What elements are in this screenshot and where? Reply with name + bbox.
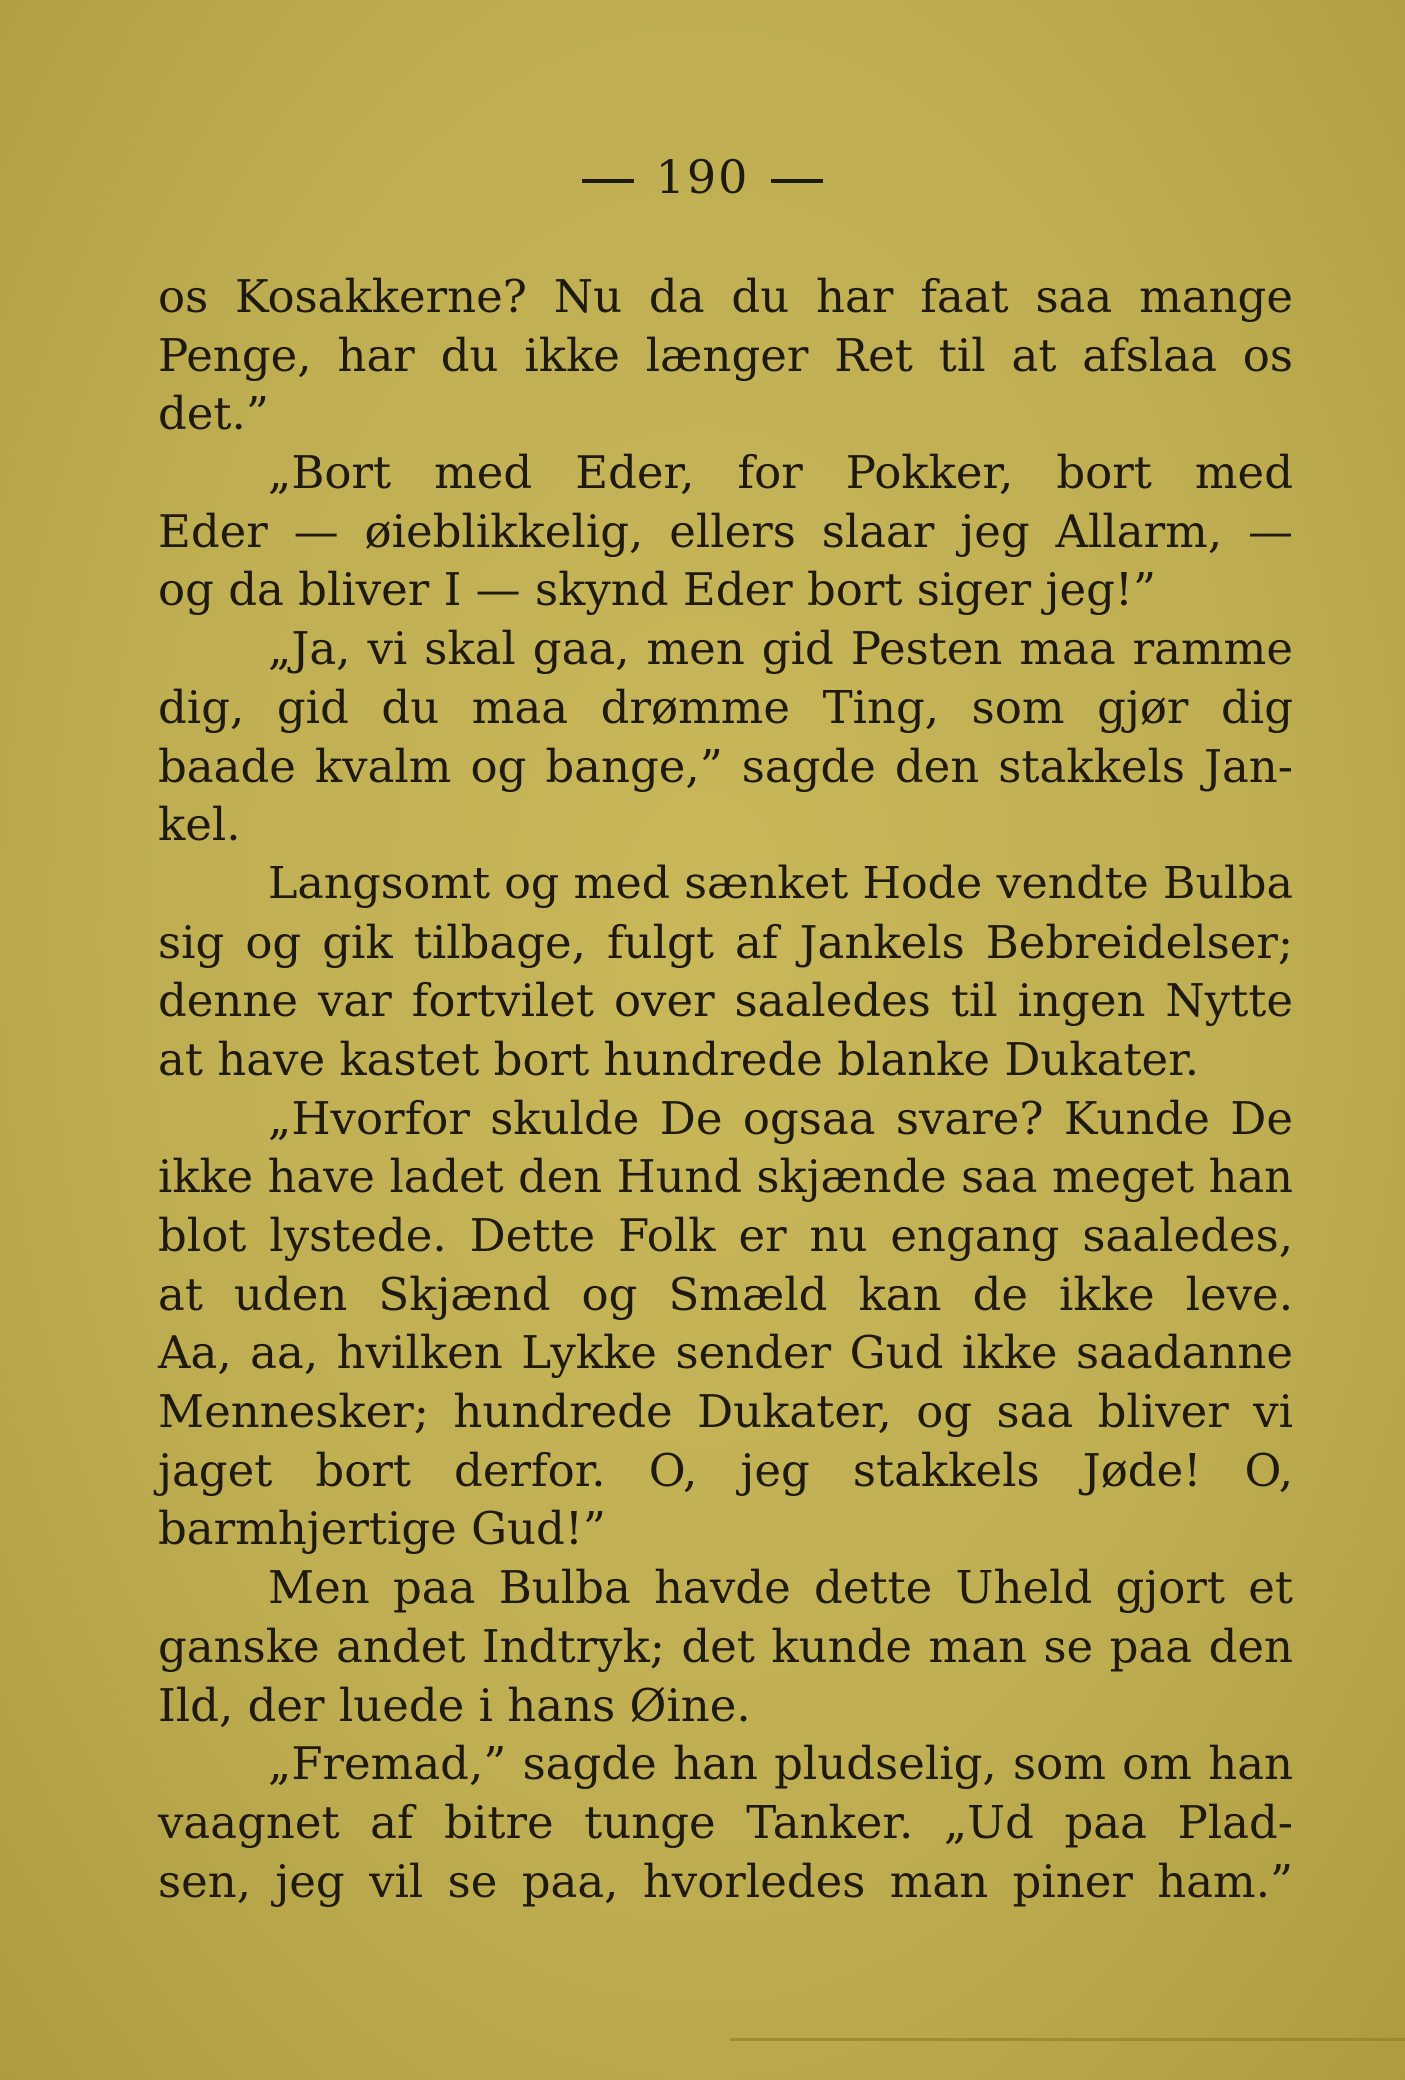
text-line: og da bliver I — skynd Eder bort siger jeg!” <box>158 563 1156 617</box>
text-line: Men paa Bulba havde dette Uheld gjort et <box>268 1561 1293 1615</box>
text-line: Penge, har du ikke længer Ret til at afslaa os <box>158 328 1293 382</box>
text-line: denne var fortvilet over saaledes til ingen Nytte <box>158 974 1293 1028</box>
page-number-dash-left <box>582 179 634 183</box>
text-line: vaagnet af bitre tunge Tanker. „Ud paa Plad- <box>158 1795 1293 1849</box>
text-line: at uden Skjænd og Smæld kan de ikke leve. <box>158 1267 1293 1321</box>
page-edge-line <box>730 2038 1405 2041</box>
text-line: „Fremad,” sagde han pludselig, som om han <box>268 1737 1293 1791</box>
text-line: at have kastet bort hundrede blanke Dukater. <box>158 1032 1200 1086</box>
body-text <box>158 268 1293 1911</box>
text-line: jaget bort derfor. O, jeg stakkels Jøde! O, <box>158 1443 1293 1497</box>
text-line: Ild, der luede i hans Øine. <box>158 1678 751 1732</box>
text-line: os Kosakkerne? Nu da du har faat saa mange <box>158 270 1293 323</box>
text-line: sen, jeg vil se paa, hvorledes man piner ham.” <box>158 1854 1293 1908</box>
page-number-dash-right <box>771 179 823 183</box>
text-line: barmhjertige Gud!” <box>158 1502 606 1556</box>
text-line: Aa, aa, hvilken Lykke sender Gud ikke saadanne <box>158 1326 1293 1380</box>
text-line: dig, gid du maa drømme Ting, som gjør dig <box>158 680 1293 734</box>
text-line: ikke have ladet den Hund skjænde saa meget han <box>158 1150 1293 1204</box>
text-line: „Bort med Eder, for Pokker, bort med <box>268 446 1293 500</box>
text-line: Mennesker; hundrede Dukater, og saa bliver vi <box>158 1385 1293 1439</box>
text-line: kel. <box>158 798 241 852</box>
text-line: „Ja, vi skal gaa, men gid Pesten maa ramme <box>268 622 1293 676</box>
text-line: ganske andet Indtryk; det kunde man se paa den <box>158 1619 1293 1673</box>
text-line: Langsomt og med sænket Hode vendte Bulba <box>268 857 1293 909</box>
page-number-value: 190 <box>655 150 750 204</box>
text-line: Eder — øieblikkelig, ellers slaar jeg Allarm, — <box>158 504 1293 558</box>
text-line: blot lystede. Dette Folk er nu engang saaledes, <box>158 1209 1293 1262</box>
text-line: det.” <box>158 387 269 441</box>
text-line: baade kvalm og bange,” sagde den stakkels Jan- <box>158 739 1293 793</box>
page-number <box>0 150 1405 204</box>
text-line: sig og gik tilbage, fulgt af Jankels Bebreidelser; <box>158 915 1293 969</box>
text-line: „Hvorfor skulde De ogsaa svare? Kunde De <box>268 1091 1293 1145</box>
